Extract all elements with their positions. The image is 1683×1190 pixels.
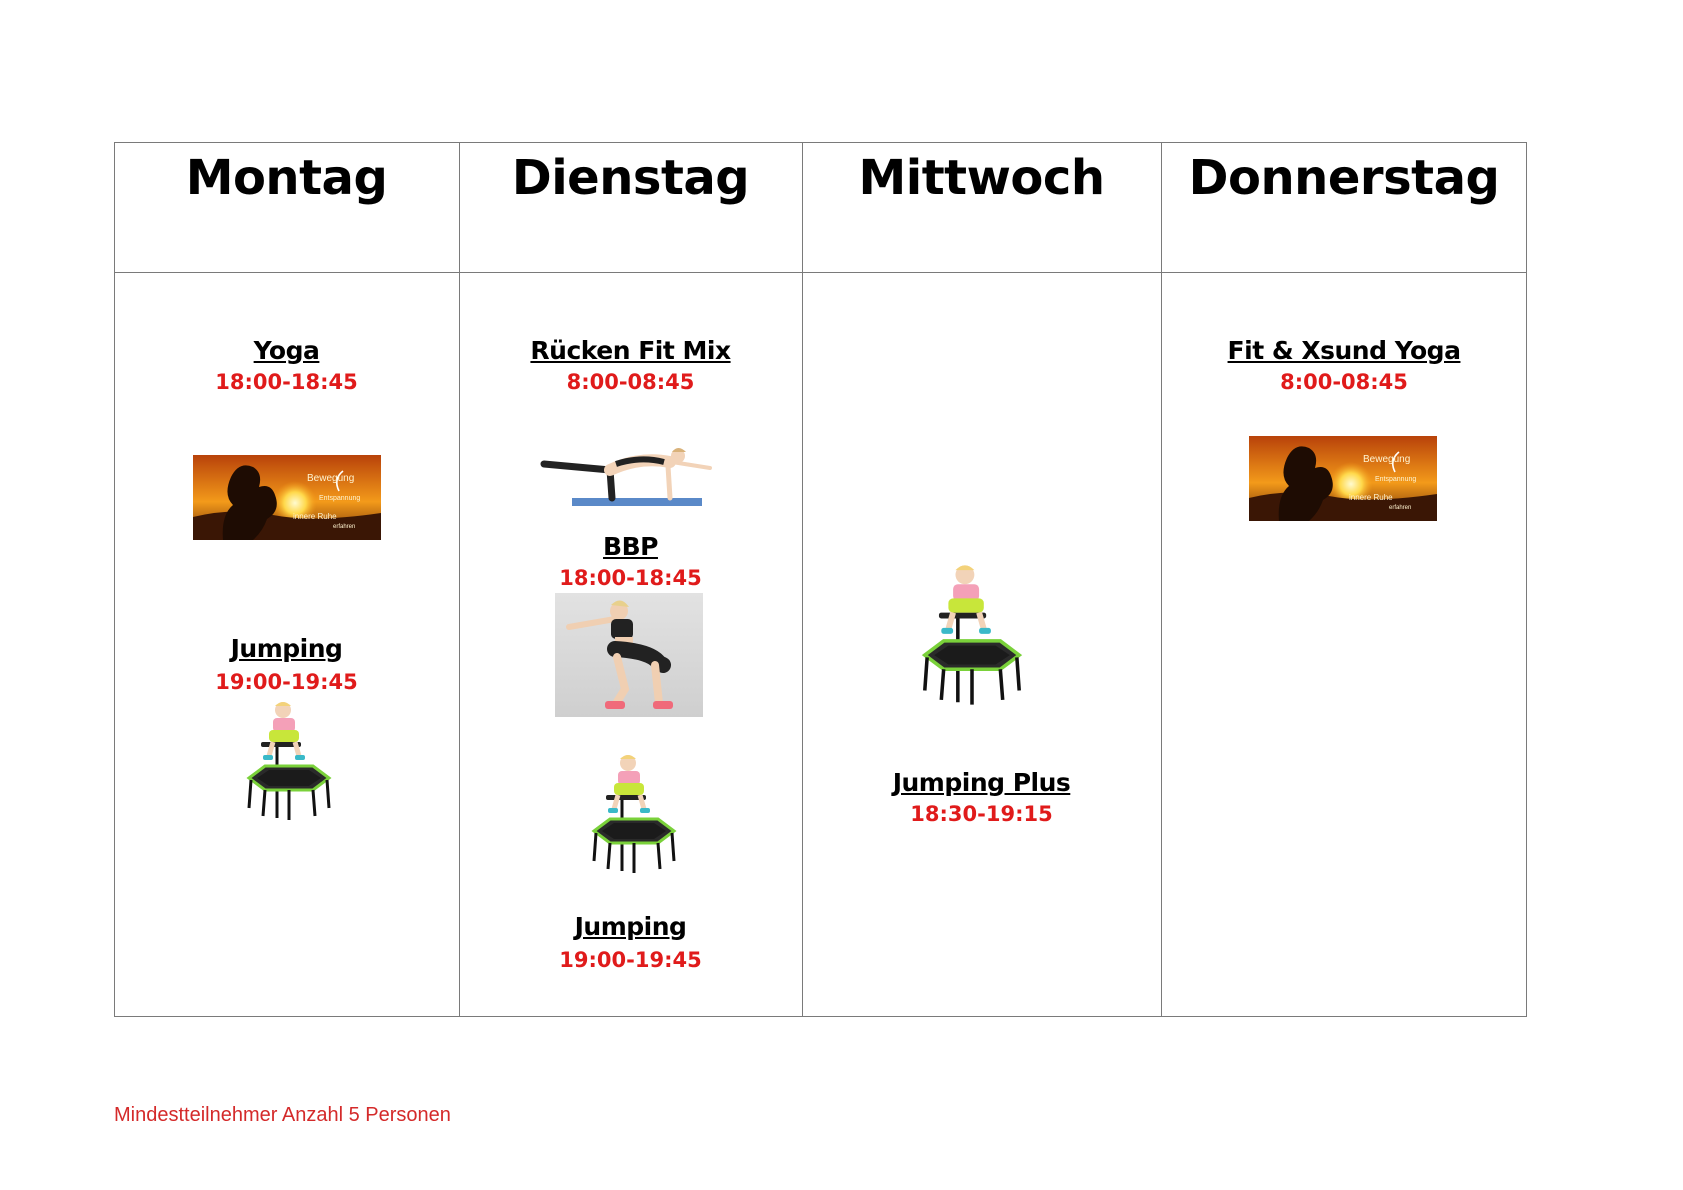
class-time: 19:00-19:45 [559,948,702,972]
class-time: 8:00-08:45 [566,370,695,394]
trampoline-image [908,563,1036,707]
day-header-monday: Montag [185,150,388,206]
day-header-thursday: Donnerstag [1188,150,1500,206]
squat-exercise-image [555,593,703,717]
column-divider [1161,142,1162,1017]
yoga-image-text: Entspannung [1375,476,1417,483]
class-title: BBP [603,532,658,561]
schedule-table [114,142,1527,1017]
class-title: Jumping [574,912,687,941]
yoga-sunset-image [193,455,381,540]
class-title: Rücken Fit Mix [530,336,731,365]
class-time: 8:00-08:45 [1280,370,1408,394]
header-divider [114,272,1527,273]
class-time: 18:00-18:45 [215,370,358,394]
column-divider [802,142,803,1017]
class-title: Jumping [230,634,343,663]
class-time: 18:30-19:15 [910,802,1053,826]
class-title: Fit & Xsund Yoga [1227,336,1461,365]
yoga-image-text: innere Ruhe [1349,493,1393,502]
yoga-image-text: Entspannung [319,495,361,502]
yoga-image-text: innere Ruhe [293,512,337,521]
day-header-wednesday: Mittwoch [858,150,1105,206]
yoga-sunset-image [1249,436,1437,521]
bird-dog-exercise-image [540,440,716,510]
class-title: Jumping Plus [892,768,1071,797]
trampoline-image [235,700,343,822]
class-title: Yoga [253,336,320,365]
yoga-image-text: Bewegung [307,473,355,484]
trampoline-image [580,753,688,875]
yoga-image-text: erfahren [1389,505,1412,511]
day-header-tuesday: Dienstag [511,150,750,206]
class-time: 18:00-18:45 [559,566,702,590]
yoga-image-text: erfahren [333,524,356,530]
class-time: 19:00-19:45 [215,670,358,694]
yoga-image-text: Bewegung [1363,454,1411,465]
minimum-participants-note: Mindestteilnehmer Anzahl 5 Personen [114,1104,451,1126]
